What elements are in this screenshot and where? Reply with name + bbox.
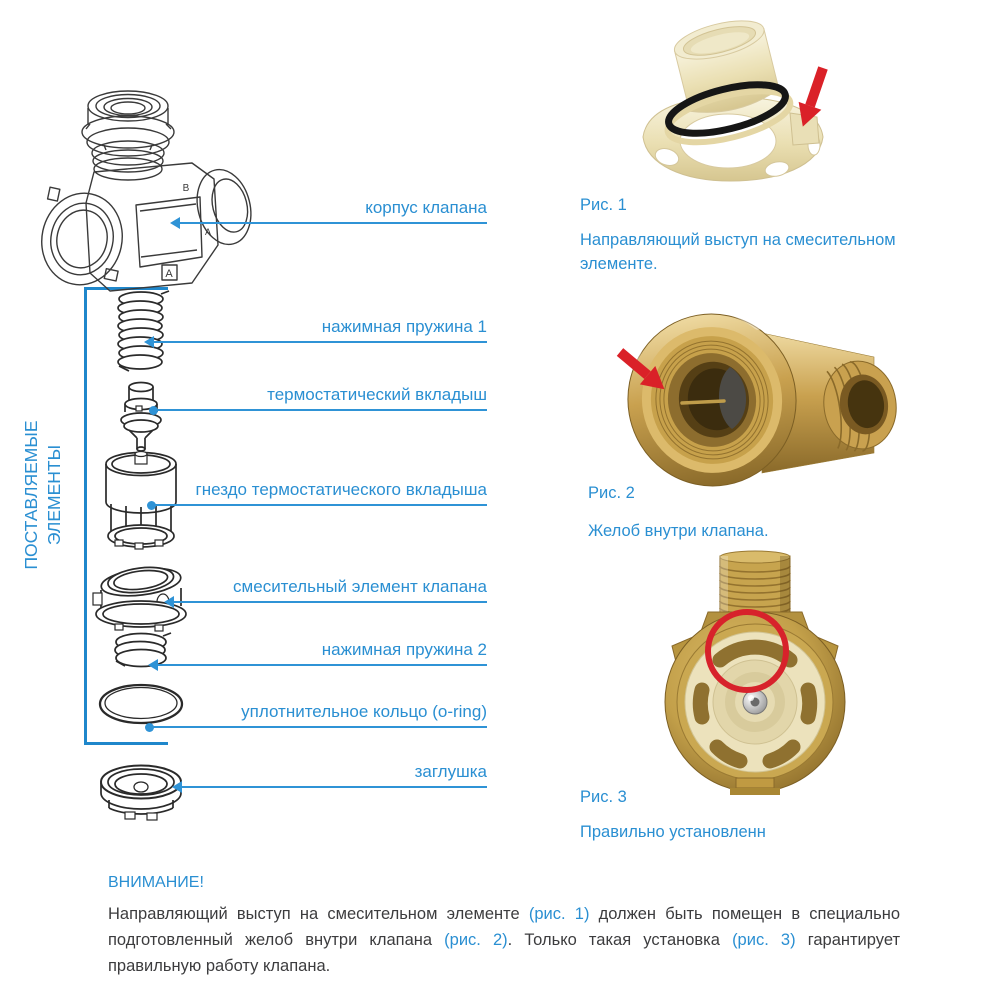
notice-text-segment: (рис. 1) [528,905,590,923]
leader-dot-icon [147,501,156,510]
notice-text-segment: (рис. 2) [444,931,508,949]
label-valve-body-text: корпус клапана [365,198,487,217]
photo-valve-interior [612,305,912,490]
fig2-title: Рис. 2 [588,484,635,502]
supplied-elements-rotated-label [20,380,66,610]
leader-dot-icon [149,406,158,415]
leader-arrow-icon [170,217,180,229]
exploded-parts-drawing [85,290,197,822]
fig3-caption: Правильно установленн [580,823,766,841]
notice-text-segment: Направляющий выступ на смесительном элементе [108,905,529,923]
notice-text-segment: должен быть помещен в специально подготовленный желоб внутри клапана [108,905,900,949]
warning-paragraph [108,901,900,979]
notice-text-segment: . Только такая установка [507,931,733,949]
label-insert-seat-text: гнездо термостатического вкладыша [195,480,487,499]
label-o-ring [148,701,487,728]
label-thermostatic-insert [152,384,487,411]
leader-arrow-icon [164,596,174,608]
label-mixing-element [166,576,487,603]
sidebar-label-line2: ЭЛЕМЕНТЫ [44,444,64,546]
svg-text:A: A [204,227,212,237]
notice-text-segment: (рис. 3) [732,931,796,949]
label-valve-body [172,197,487,224]
leader-arrow-icon [172,781,182,793]
fig1-title: Рис. 1 [580,196,627,214]
svg-text:A: A [165,268,173,280]
label-spring1 [146,316,487,343]
fig1-caption: Направляющий выступ на смесительном элементе. [580,231,896,273]
photo-mixing-element [625,5,840,195]
groove-pin [682,401,724,403]
label-thermostatic-insert-text: термостатический вкладыш [267,385,487,404]
notice-text-segment: гарантирует правильную работу клапана. [108,931,901,975]
label-plug [174,761,487,788]
svg-text:B: B [182,183,190,194]
warning-block [108,874,900,979]
leader-dot-icon [145,723,154,732]
label-insert-seat [150,479,487,506]
plug-drawing [101,766,181,821]
label-mixing-element-text: смесительный элемент клапана [233,577,487,596]
leader-arrow-icon [144,336,154,348]
warning-heading: ВНИМАНИЕ! [108,874,204,891]
fig3-title: Рис. 3 [580,788,627,806]
label-spring2 [150,639,487,666]
sidebar-label-line1: ПОСТАВЛЯЕМЫЕ [21,420,41,570]
label-o-ring-text: уплотнительное кольцо (o-ring) [241,702,487,721]
valve-body-line-drawing [40,85,265,297]
label-spring2-text: нажимная пружина 2 [321,640,487,659]
photo-installed-element [650,550,860,795]
label-plug-text: заглушка [414,762,487,781]
leader-arrow-icon [148,659,158,671]
fig2-caption: Желоб внутри клапана. [588,522,769,540]
label-spring1-text: нажимная пружина 1 [321,317,487,336]
